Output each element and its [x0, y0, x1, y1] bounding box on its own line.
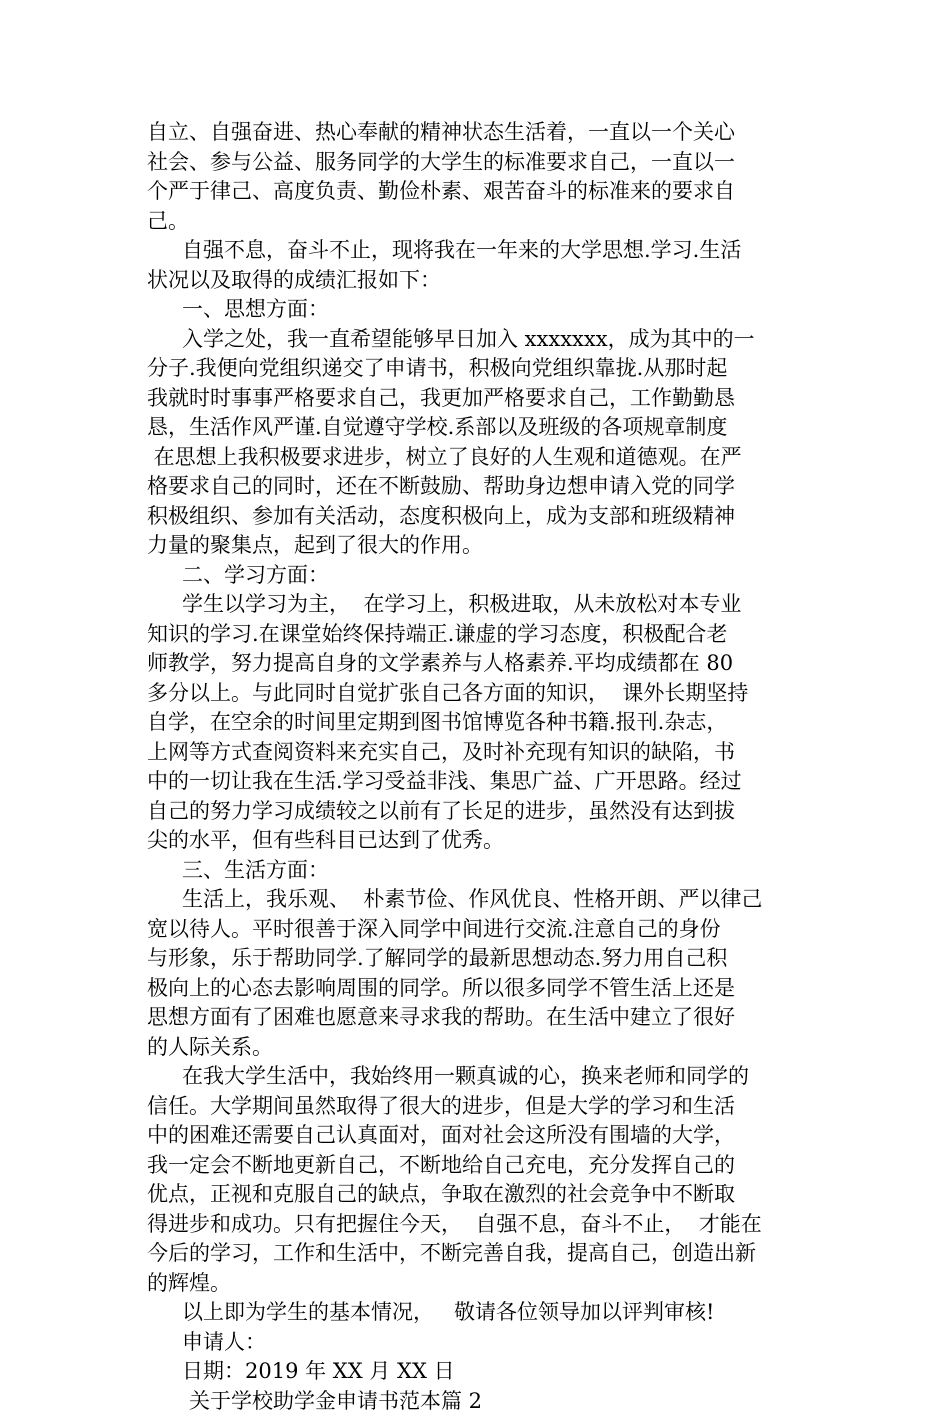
text-line: 上网等方式查阅资料来充实自己，及时补充现有知识的缺陷，书: [147, 738, 807, 768]
text-line: 积极组织、参加有关活动，态度积极向上，成为支部和班级精神: [147, 502, 807, 532]
text-line: 中的困难还需要自己认真面对，面对社会这所没有围墙的大学，: [147, 1121, 807, 1151]
text-line: 申请人：: [182, 1328, 807, 1358]
text-line: 关于学校助学金申请书范本篇 2: [189, 1387, 807, 1416]
body-paragraph: [147, 325, 807, 561]
next-article-title: [147, 1387, 807, 1416]
text-line: 入学之处，我一直希望能够早日加入 xxxxxxx，成为其中的一: [182, 325, 807, 355]
text-line: 思想方面有了困难也愿意来寻求我的帮助。在生活中建立了很好: [147, 1003, 807, 1033]
closing-line: [147, 1328, 807, 1358]
body-paragraph: [147, 590, 807, 856]
body-paragraph: [147, 118, 807, 236]
text-line: 格要求自己的同时，还在不断鼓励、帮助身边想申请入党的同学: [147, 472, 807, 502]
section-heading: [147, 856, 807, 886]
text-line: 自己的努力学习成绩较之以前有了长足的进步，虽然没有达到拔: [147, 797, 807, 827]
text-line: 中的一切让我在生活.学习受益非浅、集思广益、广开思路。经过: [147, 767, 807, 797]
closing-line: [147, 1298, 807, 1328]
text-line: 一、思想方面：: [182, 295, 807, 325]
text-line: 信任。大学期间虽然取得了很大的进步，但是大学的学习和生活: [147, 1092, 807, 1122]
text-line: 状况以及取得的成绩汇报如下：: [147, 266, 807, 296]
text-line: 学生以学习为主， 在学习上，积极进取，从未放松对本专业: [182, 590, 807, 620]
text-line: 优点，正视和克服自己的缺点，争取在激烈的社会竞争中不断取: [147, 1180, 807, 1210]
closing-line: [147, 1357, 807, 1387]
text-line: 尖的水平，但有些科目已达到了优秀。: [147, 826, 807, 856]
text-line: 的人际关系。: [147, 1033, 807, 1063]
text-line: 我就时时事事严格要求自己，我更加严格要求自己，工作勤勤恳: [147, 384, 807, 414]
text-line: 生活上，我乐观、 朴素节俭、作风优良、性格开朗、严以律己: [182, 885, 807, 915]
text-line: 社会、参与公益、服务同学的大学生的标准要求自己，一直以一: [147, 148, 807, 178]
text-line: 在思想上我积极要求进步，树立了良好的人生观和道德观。在严: [147, 443, 807, 473]
text-line: 今后的学习，工作和生活中，不断完善自我，提高自己，创造出新: [147, 1239, 807, 1269]
section-heading: [147, 561, 807, 591]
text-line: 日期：2019 年 XX 月 XX 日: [182, 1357, 807, 1387]
text-line: 三、生活方面：: [182, 856, 807, 886]
text-line: 己。: [147, 207, 807, 237]
body-paragraph: [147, 1062, 807, 1298]
body-paragraph: [147, 236, 807, 295]
text-line: 自学，在空余的时间里定期到图书馆博览各种书籍.报刊.杂志，: [147, 708, 807, 738]
text-line: 师教学，努力提高自身的文学素养与人格素养.平均成绩都在 80: [147, 649, 807, 679]
text-line: 与形象，乐于帮助同学.了解同学的最新思想动态.努力用自己积: [147, 944, 807, 974]
text-line: 得进步和成功。只有把握住今天， 自强不息，奋斗不止， 才能在: [147, 1210, 807, 1240]
document-page: [147, 118, 807, 1416]
text-line: 个严于律己、高度负责、勤俭朴素、艰苦奋斗的标准来的要求自: [147, 177, 807, 207]
body-paragraph: [147, 885, 807, 1062]
text-line: 知识的学习.在课堂始终保持端正.谦虚的学习态度，积极配合老: [147, 620, 807, 650]
text-line: 多分以上。与此同时自觉扩张自己各方面的知识， 课外长期坚持: [147, 679, 807, 709]
text-line: 分子.我便向党组织递交了申请书，积极向党组织靠拢.从那时起: [147, 354, 807, 384]
text-line: 二、学习方面：: [182, 561, 807, 591]
text-line: 极向上的心态去影响周围的同学。所以很多同学不管生活上还是: [147, 974, 807, 1004]
text-line: 在我大学生活中，我始终用一颗真诚的心，换来老师和同学的: [182, 1062, 807, 1092]
text-line: 力量的聚集点，起到了很大的作用。: [147, 531, 807, 561]
text-line: 的辉煌。: [147, 1269, 807, 1299]
text-line: 自强不息，奋斗不止，现将我在一年来的大学思想.学习.生活: [182, 236, 807, 266]
text-line: 恳，生活作风严谨.自觉遵守学校.系部以及班级的各项规章制度: [147, 413, 807, 443]
text-line: 宽以待人。平时很善于深入同学中间进行交流.注意自己的身份: [147, 915, 807, 945]
text-line: 自立、自强奋进、热心奉献的精神状态生活着，一直以一个关心: [147, 118, 807, 148]
text-line: 我一定会不断地更新自己，不断地给自己充电，充分发挥自己的: [147, 1151, 807, 1181]
text-line: 以上即为学生的基本情况， 敬请各位领导加以评判审核!: [182, 1298, 807, 1328]
section-heading: [147, 295, 807, 325]
